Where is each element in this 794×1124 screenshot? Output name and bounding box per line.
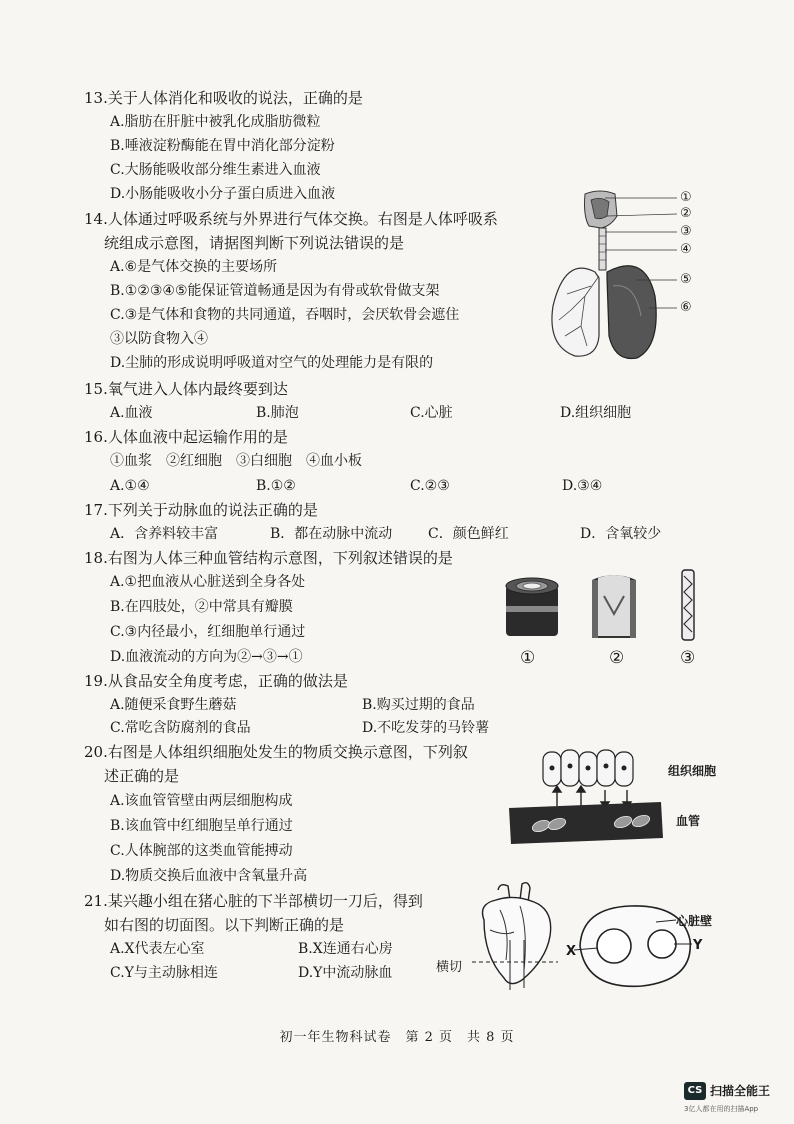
cross-cut-label: 横切 [436,960,463,975]
q19-stem: 19.从食品安全角度考虑，正确的做法是 [84,672,348,690]
q19-option-a: A.随便采食野生蘑菇 [110,697,237,713]
page-footer: 初一年生物科试卷 第 2 页 共 8 页 [279,1030,515,1045]
resp-label-1: ① [680,190,692,205]
q13-option-c: C.大肠能吸收部分维生素进入血液 [110,162,321,178]
q16-stem: 16.人体血液中起运输作用的是 [84,428,288,446]
q15-option-b: B.肺泡 [256,405,299,421]
q21-stem-line1: 21.某兴趣小组在猪心脏的下半部横切一刀后，得到 [84,892,423,910]
q20-stem-line2: 述正确的是 [104,767,180,785]
q19-option-c: C.常吃含防腐剂的食品 [110,720,251,736]
q18-option-c: C.③内径最小，红细胞单行通过 [110,624,306,640]
resp-label-2: ② [680,206,692,221]
q13-option-d: D.小肠能吸收小分子蛋白质进入血液 [110,186,336,202]
q16-option-a: A.①④ [110,478,150,494]
tissue-exchange-figure [505,746,670,846]
tissue-cells-label: 组织细胞 [668,764,717,778]
q19-option-d: D.不吃发芽的马铃薯 [362,720,490,736]
q20-option-c: C.人体腕部的这类血管能搏动 [110,843,293,859]
resp-label-6: ⑥ [680,300,692,315]
q18-stem: 18.右图为人体三种血管结构示意图，下列叙述错误的是 [84,549,453,567]
q21-option-a: A.X代表左心室 [110,941,205,957]
q16-option-b: B.①② [256,478,296,494]
vessel-label-3: ③ [680,648,696,668]
q19-option-b: B.购买过期的食品 [362,697,475,713]
resp-label-5: ⑤ [680,272,692,287]
q15-stem: 15.氧气进入人体内最终要到达 [84,380,288,398]
q17-option-d: D．含氧较少 [580,526,662,542]
heart-wall-label: 心脏壁 [676,914,713,928]
q20-option-a: A.该血管管壁由两层细胞构成 [110,793,293,809]
q15-option-a: A.血液 [110,405,153,421]
q14-option-c-line1: C.③是气体和食物的共同通道，吞咽时，会厌软骨会遮住 [110,307,460,323]
scanner-tagline: 3亿人都在用的扫描App [684,1105,759,1113]
q13-option-b: B.唾液淀粉酶能在胃中消化部分淀粉 [110,138,335,154]
blood-vessels-figure [500,566,705,646]
q14-option-a: A.⑥是气体交换的主要场所 [110,259,278,275]
chamber-y-label: Y [693,938,703,953]
q13-stem: 13.关于人体消化和吸收的说法，正确的是 [84,89,363,107]
q15-option-d: D.组织细胞 [560,405,632,421]
artery-drawing [506,578,558,636]
resp-label-3: ③ [680,224,692,239]
q20-option-b: B.该血管中红细胞呈单行通过 [110,818,293,834]
scanner-name: 扫描全能王 [710,1084,771,1098]
q17-option-a: A．含养料较丰富 [110,526,219,542]
q15-option-c: C.心脏 [410,405,453,421]
q16-items: ①血浆 ②红细胞 ③白细胞 ④血小板 [110,453,362,469]
capillary-drawing [682,570,694,640]
heart-figure [470,880,560,992]
q14-option-c-line2: ③以防食物入④ [110,331,208,347]
scanner-logo-icon: CS [684,1082,706,1100]
q14-stem-line2: 统组成示意图，请据图判断下列说法错误的是 [104,234,405,252]
chamber-y [648,930,676,958]
q21-stem-line2: 如右图的切面图。以下判断正确的是 [104,916,345,934]
vessel-label-1: ① [520,648,536,668]
q21-option-b: B.X连通右心房 [298,941,393,957]
q18-option-a: A.①把血液从心脏送到全身各处 [110,574,306,590]
q14-option-b: B.①②③④⑤能保证管道畅通是因为有骨或软骨做支架 [110,283,440,299]
q16-option-c: C.②③ [410,478,450,494]
resp-label-4: ④ [680,242,692,257]
q17-option-c: C．颜色鲜红 [428,526,509,542]
q14-stem-line1: 14.人体通过呼吸系统与外界进行气体交换。右图是人体呼吸系 [84,210,498,228]
scanner-watermark [684,1080,784,1116]
q21-option-d: D.Y中流动脉血 [298,965,393,981]
q17-option-b: B．都在动脉中流动 [270,526,393,542]
vessel-label: 血管 [676,814,701,828]
q20-stem-line1: 20.右图是人体组织细胞处发生的物质交换示意图，下列叙 [84,743,468,761]
chamber-x [597,929,631,963]
respiratory-system-figure [545,186,700,362]
q18-option-b: B.在四肢处，②中常具有瓣膜 [110,599,293,615]
q20-option-d: D.物质交换后血液中含氧量升高 [110,868,308,884]
q13-option-a: A.脂肪在肝脏中被乳化成脂肪微粒 [110,114,321,130]
q21-option-c: C.Y与主动脉相连 [110,965,218,981]
q16-option-d: D.③④ [562,478,603,494]
q18-option-d: D.血液流动的方向为②→③→① [110,649,303,665]
vessel-label-2: ② [609,648,625,668]
vein-drawing [592,575,636,638]
q14-option-d: D.尘肺的形成说明呼吸道对空气的处理能力是有限的 [110,355,434,371]
q17-stem: 17.下列关于动脉血的说法正确的是 [84,501,318,519]
chamber-x-label: X [566,944,577,959]
